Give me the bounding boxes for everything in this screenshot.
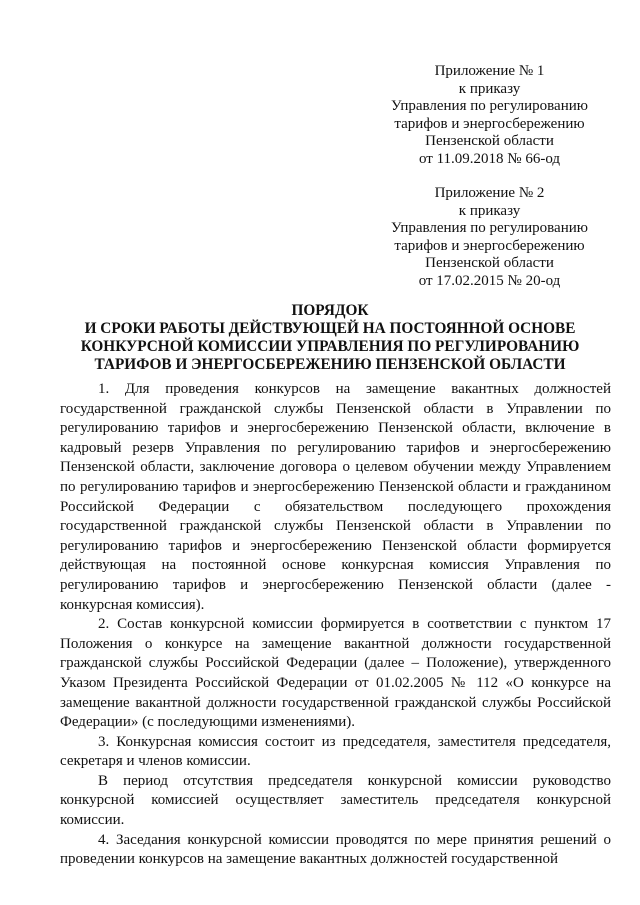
title-line: ПОРЯДОК bbox=[291, 302, 369, 319]
document-body bbox=[60, 380, 611, 870]
annex-1-line: Приложение № 1 bbox=[434, 63, 545, 79]
annex-2-line: от 17.02.2015 № 20-од bbox=[418, 272, 561, 289]
paragraph-4: 4. Заседания конкурсной комиссии проводятся по мере принятия решений о проведении конкурсов на замещение вакантных должностей государственной bbox=[60, 831, 611, 868]
paragraph-3: 3. Конкурсная комиссия состоит из председателя, заместителя председателя, секретаря и членов комиссии. bbox=[60, 733, 611, 770]
paragraph-2: 2. Состав конкурсной комиссии формируется в соответствии с пунктом 17 Положения о конкурсе на замещение вакантной должности государственной гражданской службы Российской Федерации (далее – Положение), утвержденного Указом Президента Российской Федерации от 01.02.2005 № 112 «О конкурсе на замещение вакантной должности государственной гражданской службы Российской Федерации» (с последующими изменениями). bbox=[60, 616, 611, 731]
title-line: ТАРИФОВ И ЭНЕРГОСБЕРЕЖЕНИЮ ПЕНЗЕНСКОЙ ОБЛАСТИ bbox=[94, 356, 566, 373]
annex-1-line: от 11.09.2018 № 66-од bbox=[418, 150, 561, 167]
paragraph-1: 1. Для проведения конкурсов на замещение вакантных должностей государственной гражданской службы Пензенской области в Управлении по регулированию тарифов и энергосбережению Пензенской области, включение в кадровый резерв Управления по регулированию тарифов и энергосбережению Пензенской области, заключение договора о целевом обучении между Управлением по регулированию тарифов и энергосбережению Пензенской области и гражданином Российской Федерации с обязательством последующего прохождения государственной гражданской службы Пензенской области в Управлении по регулированию тарифов и энергосбережению Пензенской области формируется действующая на постоянной основе конкурсная комиссия Управления по регулированию тарифов и энергосбережению Пензенской области (далее - конкурсная комиссия). bbox=[60, 381, 611, 613]
annex-2-header bbox=[357, 185, 622, 290]
annex-1-line: к приказу bbox=[458, 80, 521, 97]
annex-1-line: тарифов и энергосбережению bbox=[394, 115, 585, 132]
annex-1-line: Пензенской области bbox=[425, 133, 554, 149]
annex-1-line: Управления по регулированию bbox=[391, 98, 588, 114]
title-line: И СРОКИ РАБОТЫ ДЕЙСТВУЮЩЕЙ НА ПОСТОЯННОЙ ОСНОВЕ bbox=[84, 320, 576, 337]
annex-2-line: к приказу bbox=[458, 202, 521, 219]
document-title bbox=[60, 302, 600, 374]
paragraph-3-cont: В период отсутствия председателя конкурсной комиссии руководство конкурсной комиссией осуществляет заместитель председателя конкурсной комиссии. bbox=[60, 772, 611, 829]
annex-2-line: Управления по регулированию bbox=[391, 220, 588, 236]
annex-2-line: Приложение № 2 bbox=[434, 185, 545, 201]
annex-2-line: тарифов и энергосбережению bbox=[394, 237, 585, 254]
title-line: КОНКУРСНОЙ КОМИССИИ УПРАВЛЕНИЯ ПО РЕГУЛИРОВАНИЮ bbox=[80, 338, 580, 355]
annex-1-header bbox=[357, 63, 622, 168]
annex-2-line: Пензенской области bbox=[425, 255, 554, 271]
